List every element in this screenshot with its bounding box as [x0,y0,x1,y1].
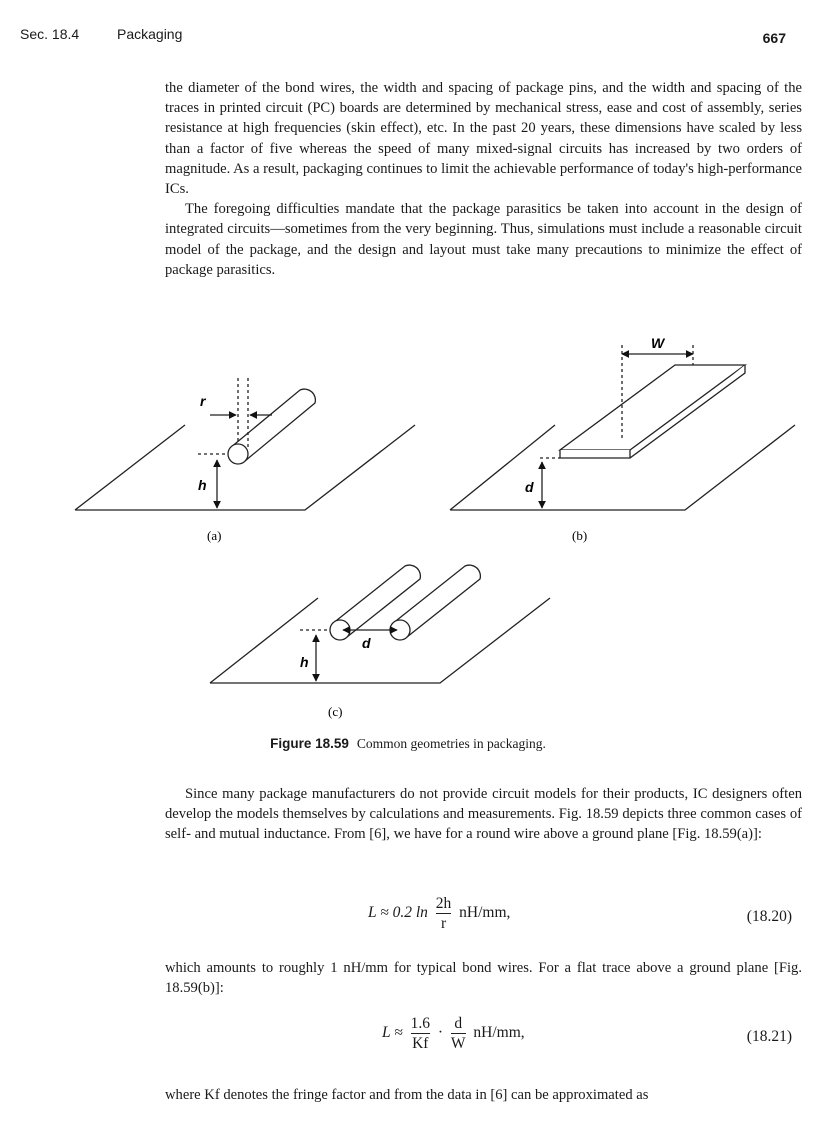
page-number: 667 [762,30,786,46]
eq2-fraction-1 [411,1014,430,1053]
eq1-den: r [436,913,452,933]
section-number: Sec. 18.4 [20,26,80,42]
eq2-num2: d [454,1015,463,1032]
eq1-num: 2h [435,895,452,912]
equation-18-21 [0,1010,816,1064]
equation-18-20 [0,890,816,944]
body-text-top [165,78,802,280]
label-h: h [198,477,207,493]
eq2-den2: W [450,1035,466,1052]
eq2-num1: 1.6 [410,1015,430,1032]
page-header [20,22,786,46]
paragraph-1: the diameter of the bond wires, the width and spacing of package pins, and the width and spacing of the traces in printed circuit (PC) boards are determined by mechanical stress, ease and cost of assembly, series resistance at high frequencies (skin effect), etc. In the past 20 years, these dimensions have scaled by less than a factor of five whereas the speed of many mixed-signal circuits has increased by two orders of magnitude. As a result, packaging continues to limit the achievable performance of today's high-performance ICs. [165,80,802,198]
caption-text: Common geometries in packaging. [356,736,546,751]
label-d-c: d [362,635,371,651]
paragraph-2: The foregoing difficulties mandate that the package parasitics be taken into account in the design of integrated circuits—sometimes from the very beginning. Thus, simulations must include a reasonable circuit model of the package, and the design and layout must take many precautions to minimize the effect of package parasitics. [165,201,802,278]
paragraph-3: Since many package manufacturers do not provide circuit models for their products, IC designers often develop the models themselves by calculations and measurements. Fig. 18.59 depicts three common cases of self- and mutual inductance. From [6], we have for a round wire above a ground plane [Fig. 18.59(a)]: [165,786,802,843]
label-d: d [525,479,534,495]
wire-a-end [228,444,248,464]
figure-b [450,345,795,510]
section-title: Packaging [117,26,183,42]
eq2-dot: · [437,1024,444,1042]
label-W: W [651,335,665,351]
eq2-lhs: L ≈ [382,1024,403,1042]
paragraph-5: where Kf denotes the fringe factor and from the data in [6] can be approximated as [165,1087,649,1103]
trace-b-top [560,365,745,450]
figure-c [210,565,550,683]
eq2-den1: Kf [412,1035,429,1052]
body-text-mid [165,784,802,845]
eq1-unit: nH/mm, [459,904,511,922]
label-h-c: h [300,654,309,670]
eq1-number: (18.20) [746,908,792,925]
eq2-fraction-2 [451,1014,466,1053]
label-r: r [200,393,206,409]
eq1-lhs: L ≈ 0.2 ln [368,904,428,922]
eq2-unit: nH/mm, [473,1024,525,1042]
paragraph-4: which amounts to roughly 1 nH/mm for typical bond wires. For a flat trace above a ground plane [Fig. 18.59(b)]: [165,960,802,997]
caption-label: Figure 18.59 [270,736,349,751]
figure-caption [0,736,816,752]
eq1-fraction [436,894,452,933]
figure-a [75,378,415,510]
figure-18-59 [60,330,816,730]
eq2-number: (18.21) [746,1028,792,1045]
caption-c: (c) [328,704,343,719]
caption-a: (a) [207,528,222,543]
caption-b: (b) [572,528,588,543]
